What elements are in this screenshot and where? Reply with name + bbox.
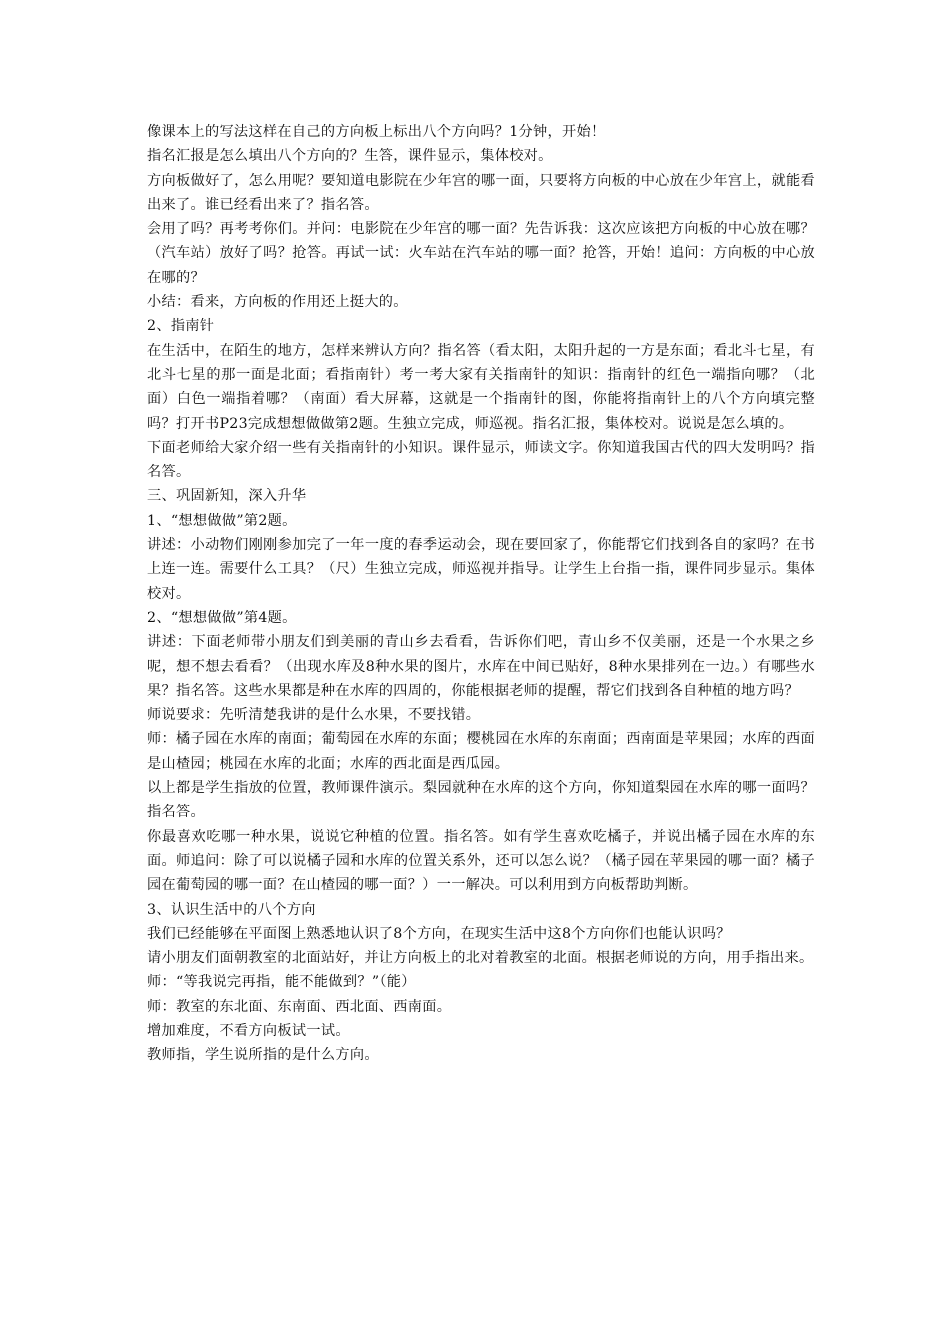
paragraph-16: 以上都是学生指放的位置，教师课件演示。梨园就种在水库的这个方向，你知道梨园在水库的哪一面吗？指名答。 [147, 780, 815, 821]
section-heading-eight-directions: 3、认识生活中的八个方向 [147, 901, 316, 918]
paragraph-22: 师：教室的东北面、东南面、西北面、西南面。 [147, 998, 452, 1015]
section-heading-compass: 2、指南针 [147, 318, 215, 335]
document-page [147, 120, 815, 1068]
section-heading-consolidate: 三、巩固新知，深入升华 [147, 488, 307, 505]
paragraph-14: 师说要求：先听清楚我讲的是什么水果，不要找错。 [147, 707, 481, 724]
paragraph-4: 会用了吗？再考考你们。并问：电影院在少年宫的哪一面？先告诉我：这次应该把方向板的中心放在哪？（汽车站）放好了吗？抢答。再试一试：火车站在汽车站的哪一面？抢答，开始！追问：方向板的中心放在哪的？ [147, 221, 815, 286]
paragraph-11: 讲述：小动物们刚刚参加完了一年一度的春季运动会，现在要回家了，你能帮它们找到各自的家吗？在书上连一连。需要什么工具？（尺）生独立完成，师巡视并指导。让学生上台指一指，课件同步显示。集体校对。 [147, 537, 815, 602]
paragraph-1: 像课本上的写法这样在自己的方向板上标出八个方向吗？1分钟，开始！ [147, 124, 606, 140]
paragraph-13: 讲述：下面老师带小朋友们到美丽的青山乡去看看，告诉你们吧，青山乡不仅美丽，还是一个水果之乡呢，想不想去看看？（出现水库及8种水果的图片，水库在中间已贴好，8种水果排列在一边。）有哪些水果？指名答。这些水果都是种在水库的四周的，你能根据老师的提醒，帮它们找到各自种植的地方吗？ [147, 634, 815, 699]
paragraph-7: 在生活中，在陌生的地方，怎样来辨认方向？指名答（看太阳，太阳升起的一方是东面；看北斗七星，有北斗七星的那一面是北面；看指南针）考一考大家有关指南针的知识：指南针的红色一端指向哪？（北面）白色一端指着哪？（南面）看大屏幕，这就是一个指南针的图，你能将指南针上的八个方向填完整吗？打开书P23完成想想做做第2题。生独立完成，师巡视。指名汇报，集体校对。说说是怎么填的。 [147, 342, 815, 432]
exercise-heading-2: 1、“想想做做”第2题。 [147, 512, 297, 529]
paragraph-24: 教师指，学生说所指的是什么方向。 [147, 1047, 379, 1064]
paragraph-2: 指名汇报是怎么填出八个方向的？生答，课件显示，集体校对。 [147, 148, 553, 165]
paragraph-3: 方向板做好了，怎么用呢？要知道电影院在少年宫的哪一面，只要将方向板的中心放在少年宫上，就能看出来了。谁已经看出来了？指名答。 [147, 172, 815, 213]
paragraph-19: 我们已经能够在平面图上熟悉地认识了8个方向，在现实生活中这8个方向你们也能认识吗？ [147, 925, 731, 942]
paragraph-17: 你最喜欢吃哪一种水果，说说它种植的位置。指名答。如有学生喜欢吃橘子，并说出橘子园在水库的东面。师追问：除了可以说橘子园和水库的位置关系外，还可以怎么说？（橘子园在苹果园的哪一面？橘子园在葡萄园的哪一面？在山楂园的哪一面？）一一解决。可以利用到方向板帮助判断。 [147, 828, 815, 894]
paragraph-5: 小结：看来，方向板的作用还上挺大的。 [147, 294, 408, 311]
paragraph-15: 师：橘子园在水库的南面；葡萄园在水库的东面；樱桃园在水库的东南面；西南面是苹果园；水库的西面是山楂园；桃园在水库的北面；水库的西北面是西瓜园。 [147, 731, 815, 772]
paragraph-21: 师：“等我说完再指，能不能做到？”（能） [147, 974, 416, 991]
paragraph-8: 下面老师给大家介绍一些有关指南针的小知识。课件显示，师读文字。你知道我国古代的四大发明吗？指名答。 [147, 439, 815, 481]
paragraph-20: 请小朋友们面朝教室的北面站好，并让方向板上的北对着教室的北面。根据老师说的方向，用手指出来。 [147, 950, 814, 967]
paragraph-23: 增加难度，不看方向板试一试。 [147, 1022, 350, 1039]
exercise-heading-4: 2、“想想做做”第4题。 [147, 609, 297, 626]
